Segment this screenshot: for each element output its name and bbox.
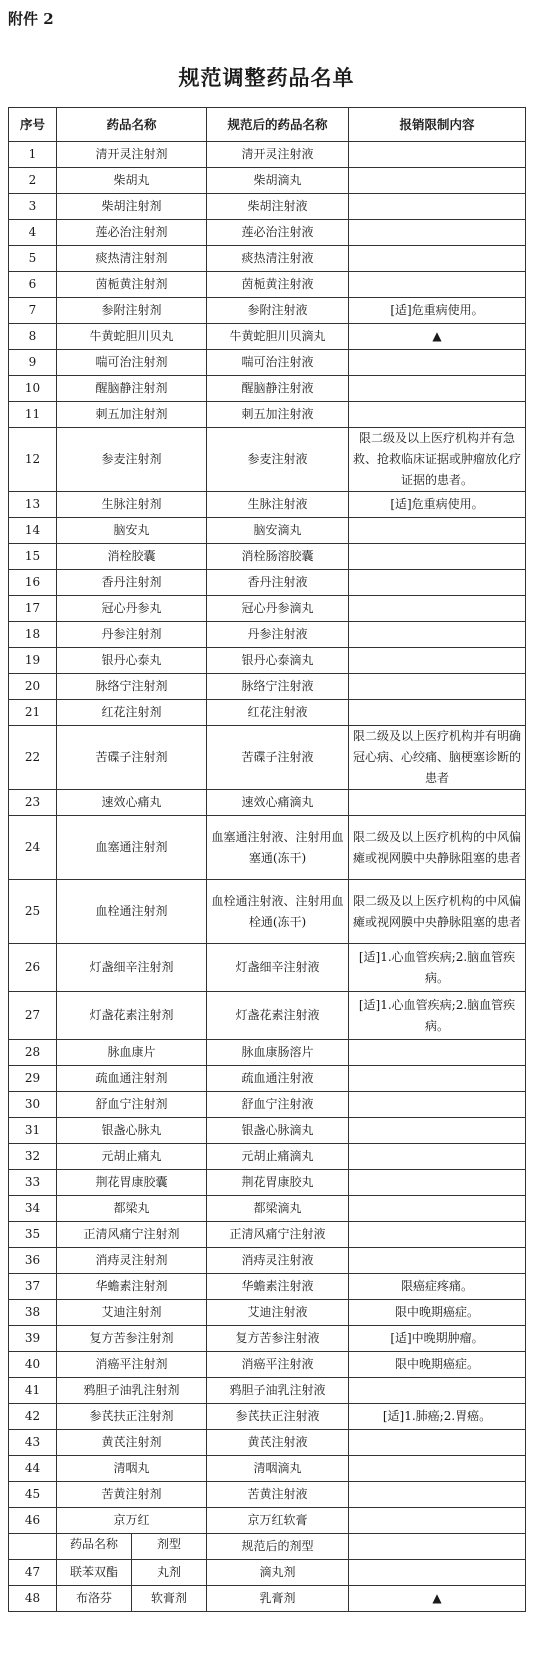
table-row xyxy=(9,544,526,570)
drug-name-cell: 元胡止痛丸 xyxy=(57,1144,207,1170)
drug-name-cell: 丹参注射剂 xyxy=(57,622,207,648)
drug-name-cell: 荆花胃康胶囊 xyxy=(57,1170,207,1196)
new-drug-name-cell: 苦黄注射液 xyxy=(207,1482,349,1508)
remark-cell xyxy=(349,1118,526,1144)
remark-cell xyxy=(349,1248,526,1274)
new-drug-name-cell: 红花注射液 xyxy=(207,700,349,726)
drug-name-cell: 冠心丹参丸 xyxy=(57,596,207,622)
sub-header-form: 剂型 xyxy=(156,1537,181,1551)
row-number-cell: 39 xyxy=(9,1326,57,1352)
new-drug-name-cell: 茵栀黄注射液 xyxy=(207,272,349,298)
remark-cell: [适]危重病使用。 xyxy=(349,298,526,324)
remark-cell xyxy=(349,194,526,220)
new-drug-name-cell: 消痔灵注射液 xyxy=(207,1248,349,1274)
remark-cell xyxy=(349,518,526,544)
row-number-cell: 48 xyxy=(9,1586,57,1612)
table-row xyxy=(9,816,526,880)
row-number-cell: 45 xyxy=(9,1482,57,1508)
row-number-cell: 35 xyxy=(9,1222,57,1248)
table-row xyxy=(9,1508,526,1534)
new-drug-name-cell: 丹参注射液 xyxy=(207,622,349,648)
remark-cell: 限癌症疼痛。 xyxy=(349,1274,526,1300)
table-row xyxy=(9,298,526,324)
table-row xyxy=(9,1300,526,1326)
remark-cell xyxy=(349,648,526,674)
row-number-cell: 29 xyxy=(9,1066,57,1092)
table-row xyxy=(9,1040,526,1066)
drug-name-cell: 灯盏花素注射剂 xyxy=(57,992,207,1040)
table-row xyxy=(9,142,526,168)
drug-name-cell: 苦碟子注射剂 xyxy=(57,726,207,790)
row-number-cell: 37 xyxy=(9,1274,57,1300)
drug-name-cell: 消痔灵注射剂 xyxy=(57,1248,207,1274)
remark-cell xyxy=(349,1508,526,1534)
row-number-cell: 11 xyxy=(9,402,57,428)
row-number-cell: 17 xyxy=(9,596,57,622)
drug-name-cell: 生脉注射剂 xyxy=(57,492,207,518)
row-number-cell: 33 xyxy=(9,1170,57,1196)
row-number-cell: 41 xyxy=(9,1378,57,1404)
remark-cell: 限中晚期癌症。 xyxy=(349,1300,526,1326)
remark-cell xyxy=(349,376,526,402)
remark-cell xyxy=(349,1040,526,1066)
new-drug-name-cell: 艾迪注射液 xyxy=(207,1300,349,1326)
row-number-cell: 9 xyxy=(9,350,57,376)
table-row xyxy=(9,428,526,492)
row-number-cell: 32 xyxy=(9,1144,57,1170)
table-row xyxy=(9,324,526,350)
table-row xyxy=(9,246,526,272)
drug-form-cell: 丸剂 xyxy=(156,1565,181,1579)
new-drug-name-cell: 生脉注射液 xyxy=(207,492,349,518)
drug-table xyxy=(8,107,526,1612)
remark-cell xyxy=(349,700,526,726)
table-row xyxy=(9,570,526,596)
table-row xyxy=(9,726,526,790)
drug-name-cell: 红花注射剂 xyxy=(57,700,207,726)
new-drug-name-cell: 消癌平注射液 xyxy=(207,1352,349,1378)
new-drug-name-cell: 复方苦参注射液 xyxy=(207,1326,349,1352)
row-number-cell: 43 xyxy=(9,1430,57,1456)
table-row xyxy=(9,1222,526,1248)
row-number-cell: 1 xyxy=(9,142,57,168)
remark-cell: 限二级及以上医疗机构并有急救、抢救临床证据或肿瘤放化疗证据的患者。 xyxy=(349,428,526,492)
row-number-cell: 34 xyxy=(9,1196,57,1222)
row-number-cell: 47 xyxy=(9,1560,57,1586)
document-title: 规范调整药品名单 xyxy=(178,65,355,90)
row-number-cell: 6 xyxy=(9,272,57,298)
drug-name-cell: 清开灵注射剂 xyxy=(57,142,207,168)
row-number-cell: 20 xyxy=(9,674,57,700)
row-number-cell: 27 xyxy=(9,992,57,1040)
table-row xyxy=(9,648,526,674)
new-drug-name-cell: 灯盏细辛注射液 xyxy=(207,944,349,992)
new-drug-name-cell: 喘可治注射液 xyxy=(207,350,349,376)
new-drug-name-cell: 元胡止痛滴丸 xyxy=(207,1144,349,1170)
new-drug-name-cell: 血塞通注射液、注射用血塞通(冻干) xyxy=(207,816,349,880)
new-drug-name-cell: 正清风痛宁注射液 xyxy=(207,1222,349,1248)
table-row xyxy=(9,880,526,944)
table-row xyxy=(9,622,526,648)
remark-cell: [适]1.心血管疾病;2.脑血管疾病。 xyxy=(349,944,526,992)
new-drug-name-cell: 脉血康肠溶片 xyxy=(207,1040,349,1066)
table-row xyxy=(9,1274,526,1300)
table-row xyxy=(9,492,526,518)
row-number-cell: 25 xyxy=(9,880,57,944)
drug-name-cell: 银丹心泰丸 xyxy=(57,648,207,674)
table-row xyxy=(9,596,526,622)
table-row xyxy=(9,1248,526,1274)
new-drug-name-cell: 鸦胆子油乳注射液 xyxy=(207,1378,349,1404)
table-row xyxy=(9,402,526,428)
row-number-cell: 7 xyxy=(9,298,57,324)
sub-header-remark-blank xyxy=(349,1534,526,1560)
table-row xyxy=(9,1430,526,1456)
remark-cell: [适]1.肺癌;2.胃癌。 xyxy=(349,1404,526,1430)
remark-cell: 限二级及以上医疗机构并有明确冠心病、心绞痛、脑梗塞诊断的患者 xyxy=(349,726,526,790)
new-drug-name-cell: 牛黄蛇胆川贝滴丸 xyxy=(207,324,349,350)
table-row xyxy=(9,272,526,298)
new-drug-name-cell: 疏血通注射液 xyxy=(207,1066,349,1092)
table-row xyxy=(9,1170,526,1196)
remark-cell: 限中晚期癌症。 xyxy=(349,1352,526,1378)
drug-name-form-cell xyxy=(57,1560,207,1586)
row-number-cell: 15 xyxy=(9,544,57,570)
row-number-cell: 31 xyxy=(9,1118,57,1144)
new-drug-name-cell: 苦碟子注射液 xyxy=(207,726,349,790)
drug-name-cell: 复方苦参注射剂 xyxy=(57,1326,207,1352)
row-number-cell: 2 xyxy=(9,168,57,194)
new-drug-name-cell: 参麦注射液 xyxy=(207,428,349,492)
remark-cell: [适]1.心血管疾病;2.脑血管疾病。 xyxy=(349,992,526,1040)
drug-name-cell: 都梁丸 xyxy=(57,1196,207,1222)
drug-name-cell: 血栓通注射剂 xyxy=(57,880,207,944)
table-row xyxy=(9,1092,526,1118)
drug-name-cell: 牛黄蛇胆川贝丸 xyxy=(57,324,207,350)
remark-cell xyxy=(349,246,526,272)
drug-name-cell: 消栓胶囊 xyxy=(57,544,207,570)
row-number-cell: 26 xyxy=(9,944,57,992)
table-row xyxy=(9,1352,526,1378)
row-number-cell: 22 xyxy=(9,726,57,790)
remark-cell xyxy=(349,790,526,816)
drug-name-cell: 布洛芬 xyxy=(57,1586,132,1611)
new-drug-name-cell: 京万红软膏 xyxy=(207,1508,349,1534)
new-drug-name-cell: 银盏心脉滴丸 xyxy=(207,1118,349,1144)
remark-cell xyxy=(349,272,526,298)
table-row xyxy=(9,1066,526,1092)
new-drug-name-cell: 醒脑静注射液 xyxy=(207,376,349,402)
remark-cell: ▲ xyxy=(349,1586,526,1612)
drug-name-cell: 脑安丸 xyxy=(57,518,207,544)
row-number-cell: 30 xyxy=(9,1092,57,1118)
drug-name-cell: 醒脑静注射剂 xyxy=(57,376,207,402)
new-drug-name-cell: 舒血宁注射液 xyxy=(207,1092,349,1118)
header-remark: 报销限制内容 xyxy=(349,108,526,142)
new-drug-name-cell: 都梁滴丸 xyxy=(207,1196,349,1222)
drug-name-cell: 黄芪注射剂 xyxy=(57,1430,207,1456)
table-row xyxy=(9,194,526,220)
drug-name-cell: 联苯双酯 xyxy=(57,1560,132,1585)
remark-cell xyxy=(349,142,526,168)
drug-name-cell: 参芪扶正注射剂 xyxy=(57,1404,207,1430)
table-row xyxy=(9,1482,526,1508)
drug-form-cell: 软膏剂 xyxy=(150,1591,187,1605)
remark-cell xyxy=(349,544,526,570)
table-row xyxy=(9,992,526,1040)
new-drug-name-cell: 香丹注射液 xyxy=(207,570,349,596)
drug-name-cell: 速效心痛丸 xyxy=(57,790,207,816)
drug-name-cell: 痰热清注射剂 xyxy=(57,246,207,272)
drug-name-cell: 喘可治注射剂 xyxy=(57,350,207,376)
remark-cell xyxy=(349,168,526,194)
header-name: 药品名称 xyxy=(57,108,207,142)
drug-name-cell: 茵栀黄注射剂 xyxy=(57,272,207,298)
table-row xyxy=(9,350,526,376)
header-no: 序号 xyxy=(9,108,57,142)
remark-cell xyxy=(349,1170,526,1196)
row-number-cell: 21 xyxy=(9,700,57,726)
remark-cell xyxy=(349,1092,526,1118)
drug-name-cell: 正清风痛宁注射剂 xyxy=(57,1222,207,1248)
new-drug-name-cell: 黄芪注射液 xyxy=(207,1430,349,1456)
new-drug-name-cell: 灯盏花素注射液 xyxy=(207,992,349,1040)
drug-name-cell: 京万红 xyxy=(57,1508,207,1534)
row-number-cell: 14 xyxy=(9,518,57,544)
table-row xyxy=(9,518,526,544)
row-number-cell: 36 xyxy=(9,1248,57,1274)
row-number-cell: 19 xyxy=(9,648,57,674)
row-number-cell: 3 xyxy=(9,194,57,220)
new-drug-name-cell: 银丹心泰滴丸 xyxy=(207,648,349,674)
table-header-row xyxy=(9,108,526,142)
new-drug-name-cell: 刺五加注射液 xyxy=(207,402,349,428)
drug-name-cell: 华蟾素注射剂 xyxy=(57,1274,207,1300)
new-drug-name-cell: 莲必治注射液 xyxy=(207,220,349,246)
new-form-cell: 滴丸剂 xyxy=(207,1560,349,1586)
new-drug-name-cell: 消栓肠溶胶囊 xyxy=(207,544,349,570)
remark-cell xyxy=(349,350,526,376)
sub-header-name-form xyxy=(57,1534,207,1560)
remark-cell: [适]中晚期肿瘤。 xyxy=(349,1326,526,1352)
table-row xyxy=(9,1378,526,1404)
remark-cell xyxy=(349,570,526,596)
remark-cell: [适]危重病使用。 xyxy=(349,492,526,518)
new-form-cell: 乳膏剂 xyxy=(207,1586,349,1612)
remark-cell xyxy=(349,1482,526,1508)
new-drug-name-cell: 血栓通注射液、注射用血栓通(冻干) xyxy=(207,880,349,944)
remark-cell: 限二级及以上医疗机构的中风偏瘫或视网膜中央静脉阻塞的患者 xyxy=(349,880,526,944)
row-number-cell: 23 xyxy=(9,790,57,816)
table-row xyxy=(9,376,526,402)
drug-name-cell: 刺五加注射剂 xyxy=(57,402,207,428)
row-number-cell: 8 xyxy=(9,324,57,350)
new-drug-name-cell: 冠心丹参滴丸 xyxy=(207,596,349,622)
row-number-cell: 4 xyxy=(9,220,57,246)
drug-name-cell: 柴胡注射剂 xyxy=(57,194,207,220)
table-row xyxy=(9,700,526,726)
drug-name-cell: 银盏心脉丸 xyxy=(57,1118,207,1144)
sub-header-new-form: 规范后的剂型 xyxy=(207,1534,349,1560)
drug-name-cell: 参附注射剂 xyxy=(57,298,207,324)
new-drug-name-cell: 参附注射液 xyxy=(207,298,349,324)
remark-cell xyxy=(349,674,526,700)
drug-name-cell: 清咽丸 xyxy=(57,1456,207,1482)
new-drug-name-cell: 脑安滴丸 xyxy=(207,518,349,544)
drug-name-form-cell xyxy=(57,1586,207,1612)
row-number-cell: 24 xyxy=(9,816,57,880)
table-row xyxy=(9,220,526,246)
row-number-cell: 46 xyxy=(9,1508,57,1534)
new-drug-name-cell: 痰热清注射液 xyxy=(207,246,349,272)
drug-name-cell: 血塞通注射剂 xyxy=(57,816,207,880)
new-drug-name-cell: 柴胡滴丸 xyxy=(207,168,349,194)
table-row xyxy=(9,1560,526,1586)
table-row xyxy=(9,1196,526,1222)
drug-name-cell: 疏血通注射剂 xyxy=(57,1066,207,1092)
new-drug-name-cell: 脉络宁注射液 xyxy=(207,674,349,700)
table-row xyxy=(9,944,526,992)
remark-cell xyxy=(349,1196,526,1222)
drug-name-cell: 灯盏细辛注射剂 xyxy=(57,944,207,992)
row-number-cell: 28 xyxy=(9,1040,57,1066)
remark-cell xyxy=(349,1066,526,1092)
remark-cell xyxy=(349,1378,526,1404)
remark-cell xyxy=(349,1456,526,1482)
table-row xyxy=(9,1586,526,1612)
remark-cell xyxy=(349,220,526,246)
table-row xyxy=(9,168,526,194)
new-drug-name-cell: 柴胡注射液 xyxy=(207,194,349,220)
drug-name-cell: 鸦胆子油乳注射剂 xyxy=(57,1378,207,1404)
new-drug-name-cell: 清咽滴丸 xyxy=(207,1456,349,1482)
drug-name-cell: 消癌平注射剂 xyxy=(57,1352,207,1378)
row-number-cell: 38 xyxy=(9,1300,57,1326)
remark-cell: 限二级及以上医疗机构的中风偏瘫或视网膜中央静脉阻塞的患者 xyxy=(349,816,526,880)
sub-header-blank xyxy=(9,1534,57,1560)
table-row xyxy=(9,1118,526,1144)
remark-cell xyxy=(349,596,526,622)
remark-cell xyxy=(349,1144,526,1170)
remark-cell xyxy=(349,1430,526,1456)
remark-cell: ▲ xyxy=(349,324,526,350)
drug-name-cell: 舒血宁注射剂 xyxy=(57,1092,207,1118)
new-drug-name-cell: 速效心痛滴丸 xyxy=(207,790,349,816)
header-new-name: 规范后的药品名称 xyxy=(207,108,349,142)
drug-name-cell: 莲必治注射剂 xyxy=(57,220,207,246)
new-drug-name-cell: 华蟾素注射液 xyxy=(207,1274,349,1300)
sub-header-row xyxy=(9,1534,526,1560)
sub-header-name: 药品名称 xyxy=(57,1534,132,1559)
new-drug-name-cell: 清开灵注射液 xyxy=(207,142,349,168)
table-row xyxy=(9,1326,526,1352)
row-number-cell: 16 xyxy=(9,570,57,596)
remark-cell xyxy=(349,1560,526,1586)
drug-name-cell: 艾迪注射剂 xyxy=(57,1300,207,1326)
drug-name-cell: 脉络宁注射剂 xyxy=(57,674,207,700)
remark-cell xyxy=(349,402,526,428)
remark-cell xyxy=(349,1222,526,1248)
drug-name-cell: 参麦注射剂 xyxy=(57,428,207,492)
drug-name-cell: 脉血康片 xyxy=(57,1040,207,1066)
row-number-cell: 5 xyxy=(9,246,57,272)
row-number-cell: 42 xyxy=(9,1404,57,1430)
row-number-cell: 10 xyxy=(9,376,57,402)
row-number-cell: 13 xyxy=(9,492,57,518)
row-number-cell: 44 xyxy=(9,1456,57,1482)
drug-name-cell: 柴胡丸 xyxy=(57,168,207,194)
table-row xyxy=(9,790,526,816)
table-row xyxy=(9,1144,526,1170)
row-number-cell: 18 xyxy=(9,622,57,648)
remark-cell xyxy=(349,622,526,648)
table-row xyxy=(9,1456,526,1482)
attachment-label: 附件 2 xyxy=(8,10,54,28)
new-drug-name-cell: 参芪扶正注射液 xyxy=(207,1404,349,1430)
row-number-cell: 40 xyxy=(9,1352,57,1378)
new-drug-name-cell: 荆花胃康胶丸 xyxy=(207,1170,349,1196)
drug-name-cell: 苦黄注射剂 xyxy=(57,1482,207,1508)
table-row xyxy=(9,1404,526,1430)
row-number-cell: 12 xyxy=(9,428,57,492)
drug-name-cell: 香丹注射剂 xyxy=(57,570,207,596)
table-row xyxy=(9,674,526,700)
